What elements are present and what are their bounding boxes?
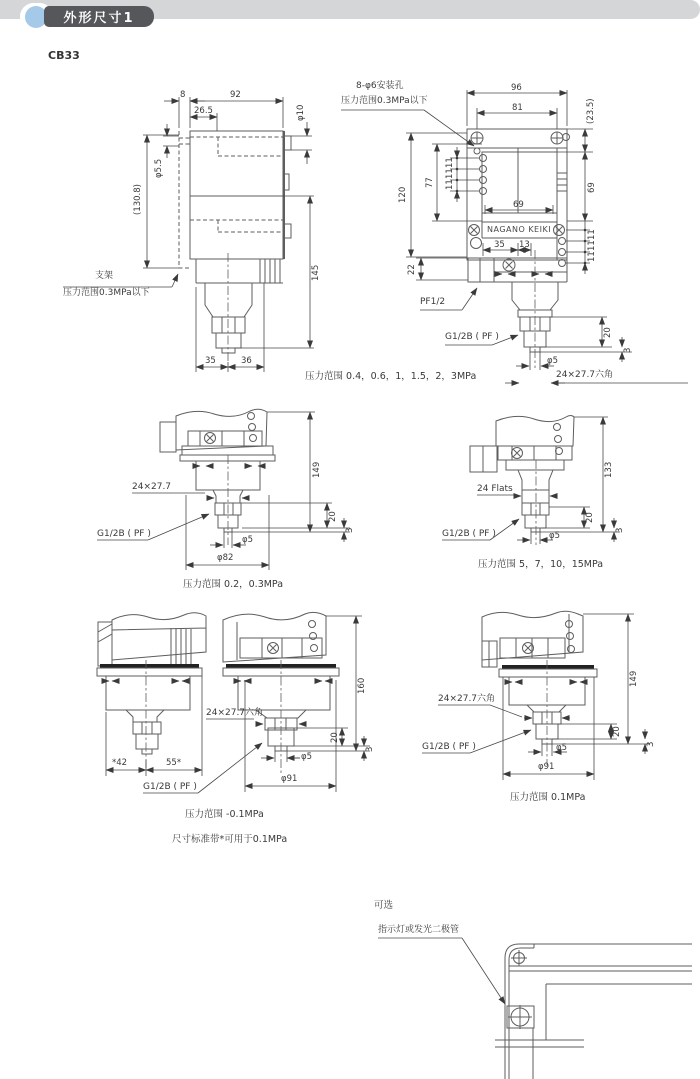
label-thread-2: G1/2B ( PF ) (445, 332, 499, 342)
caption-range-4: 压力范围 5，7，10，15MPa (478, 559, 604, 570)
dim-3-6: 3 (646, 741, 656, 747)
dim-26-5: 26.5 (194, 106, 213, 116)
optional-title: 可选 (374, 900, 394, 911)
dim-3-2: 3 (623, 347, 633, 353)
dim-phi5-5b: φ5 (301, 752, 313, 762)
dim-130-8: (130.8) (133, 184, 143, 215)
dim-20-4: 20 (585, 512, 595, 523)
dim-11-a: 11 (445, 157, 455, 168)
label-hex-5: 24×27.7六角 (206, 708, 264, 718)
dim-3-5: 3 (365, 746, 375, 752)
brand-text: NAGANO KEIKI (487, 225, 552, 234)
dim-phi5-6: φ5 (556, 743, 568, 753)
dim-22: 22 (407, 264, 417, 275)
dim-phi91-5: φ91 (281, 774, 298, 784)
dim-3-4: 3 (615, 527, 625, 533)
dim-23-5: (23.5) (586, 98, 596, 124)
caption-range-6: 压力范围 0.1MPa (510, 792, 586, 803)
label-bracket-note: 压力范围0.3MPa以下 (63, 288, 150, 298)
dim-96: 96 (511, 83, 522, 93)
dim-133: 133 (604, 461, 614, 478)
dim-77: 77 (425, 177, 435, 188)
dim-11-f: 11 (587, 251, 597, 262)
caption-range-3: 压力范围 0.2，0.3MPa (183, 579, 284, 590)
dim-phi91-6: φ91 (538, 762, 555, 772)
dim-13: 13 (519, 240, 530, 250)
dim-81: 81 (512, 103, 523, 113)
dim-phi82: φ82 (217, 553, 234, 563)
model-label: CB33 (48, 49, 80, 62)
label-mount-holes: 8-φ6安装孔 (356, 81, 404, 91)
label-hex-3: 24×27.7 (132, 482, 172, 492)
dim-20-3: 20 (328, 511, 338, 522)
dim-149-6: 149 (629, 670, 639, 687)
label-thread-3: G1/2B ( PF ) (97, 529, 151, 539)
dim-55: 55* (166, 758, 182, 768)
drawing-range-neg01 (97, 612, 370, 793)
label-pf12: PF1/2 (420, 297, 446, 307)
label-24-flats: 24 Flats (477, 484, 513, 494)
dim-35: 35 (205, 356, 216, 366)
dim-11-b: 11 (445, 168, 455, 179)
dim-92: 92 (230, 90, 241, 100)
dim-20-5: 20 (330, 732, 340, 743)
label-hex-2: 24×27.7六角 (556, 370, 614, 380)
dim-phi10: φ10 (296, 104, 306, 121)
dim-120: 120 (398, 186, 408, 203)
dim-149-3: 149 (312, 461, 322, 478)
label-thread-4: G1/2B ( PF ) (442, 529, 496, 539)
dim-145: 145 (311, 264, 321, 281)
page-title: 外形尺寸1 (63, 11, 135, 26)
dim-8: 8 (180, 90, 186, 100)
dim-phi5-4: φ5 (549, 531, 561, 541)
dim-phi5-3: φ5 (242, 535, 254, 545)
dim-69-right: 69 (587, 182, 597, 193)
dim-3-3: 3 (345, 527, 355, 533)
drawing-range-5-15 (442, 416, 620, 546)
dim-42: *42 (112, 758, 128, 768)
dim-20-6: 20 (612, 726, 622, 737)
dim-11-c: 11 (445, 179, 455, 190)
dim-20-2: 20 (603, 327, 613, 338)
dim-phi5-5: φ5.5 (154, 158, 164, 178)
dim-69-inner: 69 (513, 200, 524, 210)
dim-11-d: 11 (587, 229, 597, 240)
drawing-front-view (341, 90, 688, 383)
label-indicator-lamp: 指示灯或发光二极管 (378, 925, 460, 935)
caption-range-5: 压力范围 -0.1MPa (185, 809, 264, 820)
dim-36: 36 (241, 356, 252, 366)
label-thread-6: G1/2B ( PF ) (422, 742, 476, 752)
drawing-side-view (63, 97, 314, 372)
drawing-optional-detail (378, 938, 692, 1079)
label-thread-5: G1/2B ( PF ) (143, 782, 197, 792)
label-hex-6: 24×27.7六角 (438, 694, 496, 704)
dim-11-e: 11 (587, 240, 597, 251)
dim-35b: 35 (494, 240, 505, 250)
dim-160: 160 (357, 677, 367, 694)
note-standard-band: 尺寸标准带*可用于0.1MPa (172, 834, 288, 845)
caption-range-1: 压力范围 0.4，0.6，1，1.5，2，3MPa (305, 371, 477, 382)
dim-phi5-2: φ5 (547, 356, 559, 366)
label-mount-holes-note: 压力范围0.3MPa以下 (341, 96, 428, 106)
label-bracket: 支架 (95, 271, 114, 281)
